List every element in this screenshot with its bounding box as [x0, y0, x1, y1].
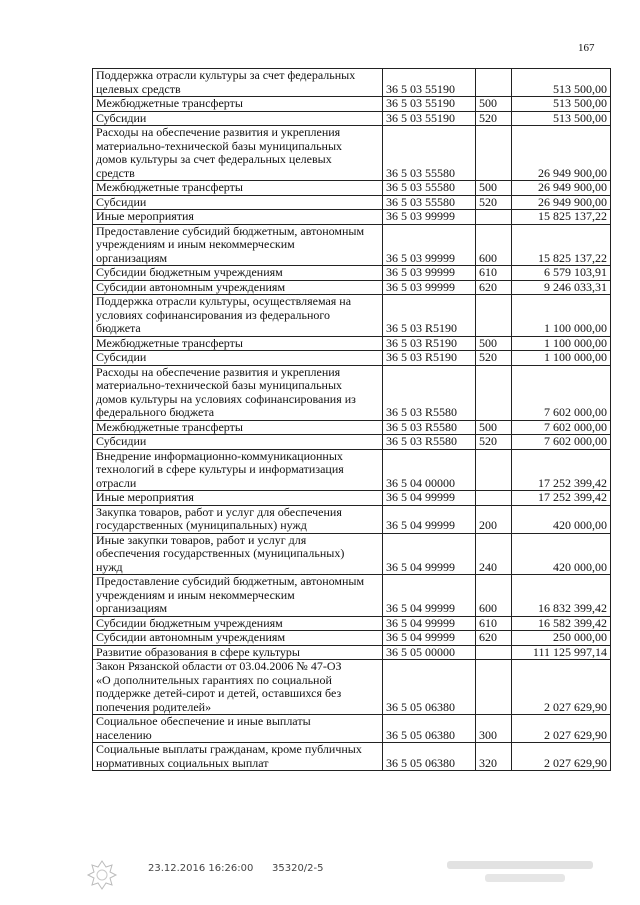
row-amount: 2 027 629,90: [512, 715, 611, 743]
row-code: 36 5 03 55190: [383, 111, 476, 126]
table-row: [93, 491, 611, 506]
row-amount: 420 000,00: [512, 505, 611, 533]
row-name: Межбюджетные трансферты: [93, 181, 383, 196]
coat-of-arms-icon: [85, 858, 119, 897]
row-amount: 2 027 629,90: [512, 743, 611, 771]
row-amount: 16 832 399,42: [512, 575, 611, 617]
row-amount: 1 100 000,00: [512, 295, 611, 337]
row-code: 36 5 03 R5580: [383, 420, 476, 435]
row-expense-type: 620: [476, 631, 512, 646]
table-row: [93, 505, 611, 533]
row-name: Социальное обеспечение и иные выплаты населению: [93, 715, 383, 743]
row-amount: 513 500,00: [512, 69, 611, 97]
row-expense-type: 500: [476, 336, 512, 351]
table-row: [93, 351, 611, 366]
table-row: [93, 435, 611, 450]
row-expense-type: 610: [476, 266, 512, 281]
row-code: 36 5 03 R5190: [383, 295, 476, 337]
table-row: [93, 69, 611, 97]
row-name: Субсидии: [93, 195, 383, 210]
row-expense-type: 520: [476, 111, 512, 126]
table-row: [93, 97, 611, 112]
row-code: 36 5 04 99999: [383, 491, 476, 506]
row-code: 36 5 03 99999: [383, 224, 476, 266]
row-code: 36 5 04 99999: [383, 505, 476, 533]
row-code: 36 5 03 R5580: [383, 435, 476, 450]
row-code: 36 5 03 55190: [383, 97, 476, 112]
row-expense-type: 240: [476, 533, 512, 575]
row-code: 36 5 04 99999: [383, 616, 476, 631]
budget-table-body: [93, 69, 611, 771]
row-amount: 7 602 000,00: [512, 365, 611, 420]
table-row: [93, 224, 611, 266]
row-expense-type: 320: [476, 743, 512, 771]
row-code: 36 5 03 55580: [383, 126, 476, 181]
row-name: Иные закупки товаров, работ и услуг для обеспечения государственных (муниципальных) нужд: [93, 533, 383, 575]
row-expense-type: [476, 210, 512, 225]
row-code: 36 5 03 R5580: [383, 365, 476, 420]
row-code: 36 5 04 00000: [383, 449, 476, 491]
row-name: Предоставление субсидий бюджетным, автономным учреждениям и иным некоммерческим организациям: [93, 575, 383, 617]
table-row: [93, 616, 611, 631]
row-amount: 26 949 900,00: [512, 181, 611, 196]
budget-table: [92, 68, 611, 771]
row-code: 36 5 03 R5190: [383, 336, 476, 351]
row-name: Межбюджетные трансферты: [93, 420, 383, 435]
table-row: [93, 420, 611, 435]
row-code: 36 5 03 R5190: [383, 351, 476, 366]
row-expense-type: [476, 365, 512, 420]
row-expense-type: 610: [476, 616, 512, 631]
row-code: 36 5 03 55580: [383, 195, 476, 210]
row-amount: 26 949 900,00: [512, 195, 611, 210]
row-expense-type: [476, 126, 512, 181]
row-code: 36 5 05 06380: [383, 743, 476, 771]
row-expense-type: [476, 69, 512, 97]
table-row: [93, 365, 611, 420]
row-name: Субсидии: [93, 435, 383, 450]
row-amount: 513 500,00: [512, 111, 611, 126]
table-row: [93, 660, 611, 715]
row-amount: 111 125 997,14: [512, 645, 611, 660]
row-expense-type: 600: [476, 575, 512, 617]
table-row: [93, 631, 611, 646]
row-name: Развитие образования в сфере культуры: [93, 645, 383, 660]
row-name: Расходы на обеспечение развития и укрепления материально-технической базы муниципальных домов культуры за счет федеральных целевых средств: [93, 126, 383, 181]
row-expense-type: 500: [476, 181, 512, 196]
row-amount: 513 500,00: [512, 97, 611, 112]
table-row: [93, 715, 611, 743]
row-name: Межбюджетные трансферты: [93, 97, 383, 112]
row-name: Иные мероприятия: [93, 491, 383, 506]
row-code: 36 5 05 00000: [383, 645, 476, 660]
row-expense-type: 520: [476, 351, 512, 366]
row-code: 36 5 05 06380: [383, 715, 476, 743]
row-expense-type: 620: [476, 280, 512, 295]
table-row: [93, 295, 611, 337]
table-row: [93, 266, 611, 281]
row-name: Предоставление субсидий бюджетным, автономным учреждениям и иным некоммерческим организациям: [93, 224, 383, 266]
row-amount: 2 027 629,90: [512, 660, 611, 715]
row-name: Внедрение информационно-коммуникационных технологий в сфере культуры и информатизация отрасли: [93, 449, 383, 491]
row-name: Поддержка отрасли культуры за счет федеральных целевых средств: [93, 69, 383, 97]
row-expense-type: [476, 660, 512, 715]
row-code: 36 5 04 99999: [383, 631, 476, 646]
row-amount: 16 582 399,42: [512, 616, 611, 631]
row-name: Субсидии: [93, 111, 383, 126]
table-row: [93, 210, 611, 225]
table-row: [93, 449, 611, 491]
row-expense-type: 200: [476, 505, 512, 533]
table-row: [93, 645, 611, 660]
row-amount: 6 579 103,91: [512, 266, 611, 281]
table-row: [93, 126, 611, 181]
row-expense-type: [476, 295, 512, 337]
row-name: Социальные выплаты гражданам, кроме публичных нормативных социальных выплат: [93, 743, 383, 771]
row-code: 36 5 03 99999: [383, 266, 476, 281]
row-expense-type: [476, 645, 512, 660]
row-name: Субсидии бюджетным учреждениям: [93, 266, 383, 281]
table-row: [93, 195, 611, 210]
row-amount: 17 252 399,42: [512, 491, 611, 506]
row-name: Расходы на обеспечение развития и укрепления материально-технической базы муниципальных домов культуры на условиях софинансирования из федерального бюджета: [93, 365, 383, 420]
row-amount: 7 602 000,00: [512, 420, 611, 435]
row-expense-type: 520: [476, 195, 512, 210]
row-name: Закон Рязанской области от 03.04.2006 № 47-ОЗ «О дополнительных гарантиях по социальной поддержке детей-сирот и детей, оставшихся без попечения родителей»: [93, 660, 383, 715]
row-expense-type: 600: [476, 224, 512, 266]
row-amount: 250 000,00: [512, 631, 611, 646]
table-row: [93, 533, 611, 575]
row-code: 36 5 04 99999: [383, 575, 476, 617]
row-name: Субсидии автономным учреждениям: [93, 280, 383, 295]
table-row: [93, 280, 611, 295]
row-name: Субсидии автономным учреждениям: [93, 631, 383, 646]
row-name: Поддержка отрасли культуры, осуществляемая на условиях софинансирования из федерального бюджета: [93, 295, 383, 337]
row-expense-type: [476, 491, 512, 506]
table-row: [93, 181, 611, 196]
page-number: 167: [578, 42, 595, 54]
row-expense-type: 500: [476, 97, 512, 112]
row-name: Субсидии: [93, 351, 383, 366]
row-amount: 15 825 137,22: [512, 210, 611, 225]
table-row: [93, 743, 611, 771]
faded-stamp-icon: [445, 858, 595, 893]
table-row: [93, 575, 611, 617]
table-row: [93, 336, 611, 351]
row-expense-type: 520: [476, 435, 512, 450]
row-amount: 15 825 137,22: [512, 224, 611, 266]
footer-date: 23.12.2016 16:26:00: [148, 863, 254, 874]
row-amount: 17 252 399,42: [512, 449, 611, 491]
row-code: 36 5 04 99999: [383, 533, 476, 575]
row-code: 36 5 03 55580: [383, 181, 476, 196]
table-row: [93, 111, 611, 126]
row-name: Иные мероприятия: [93, 210, 383, 225]
row-expense-type: 500: [476, 420, 512, 435]
row-amount: 1 100 000,00: [512, 351, 611, 366]
row-name: Межбюджетные трансферты: [93, 336, 383, 351]
row-name: Закупка товаров, работ и услуг для обеспечения государственных (муниципальных) нужд: [93, 505, 383, 533]
row-code: 36 5 03 55190: [383, 69, 476, 97]
row-amount: 7 602 000,00: [512, 435, 611, 450]
row-amount: 26 949 900,00: [512, 126, 611, 181]
row-expense-type: 300: [476, 715, 512, 743]
row-name: Субсидии бюджетным учреждениям: [93, 616, 383, 631]
row-code: 36 5 05 06380: [383, 660, 476, 715]
row-expense-type: [476, 449, 512, 491]
row-amount: 420 000,00: [512, 533, 611, 575]
row-amount: 9 246 033,31: [512, 280, 611, 295]
page-footer: [0, 856, 640, 896]
footer-document-number: 35320/2-5: [272, 863, 324, 874]
row-code: 36 5 03 99999: [383, 210, 476, 225]
row-amount: 1 100 000,00: [512, 336, 611, 351]
row-code: 36 5 03 99999: [383, 280, 476, 295]
